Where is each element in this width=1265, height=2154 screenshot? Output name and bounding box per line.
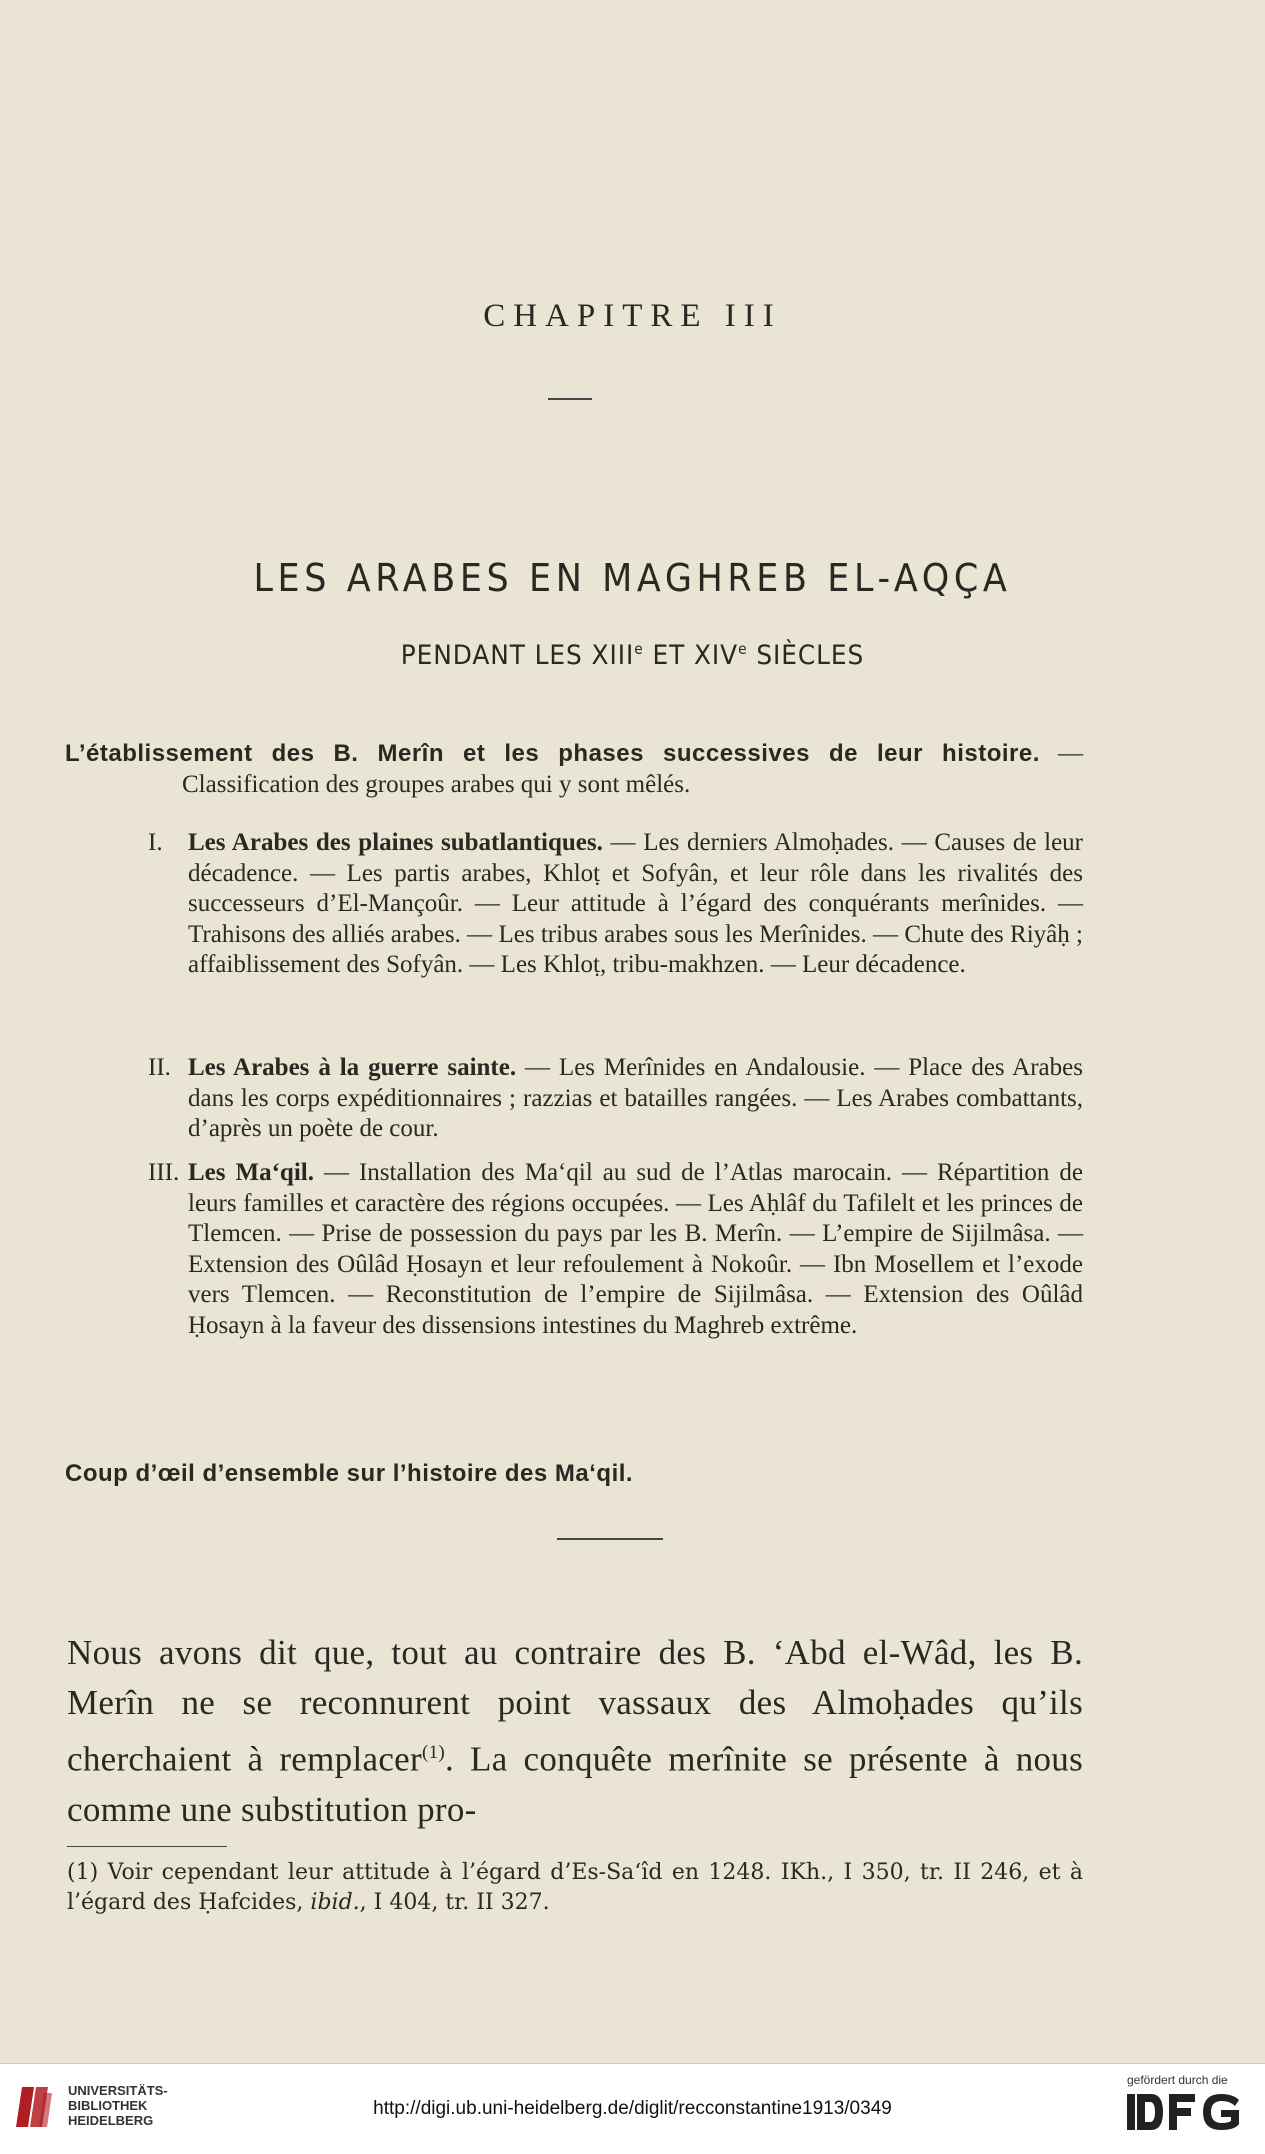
university-name: UNIVERSITÄTS- BIBLIOTHEK HEIDELBERG xyxy=(68,2083,168,2128)
section-heading: Les Arabes des plaines subatlantiques. xyxy=(188,829,603,856)
footnote-rule xyxy=(67,1846,227,1847)
dfg-funding-label: gefördert durch die xyxy=(1127,2073,1228,2087)
permalink-url[interactable]: http://digi.ub.uni-heidelberg.de/diglit/recconstantine1913/0349 xyxy=(373,2098,892,2119)
chapter-heading: CHAPITRE III xyxy=(483,298,782,334)
summary-section xyxy=(65,828,1083,981)
section-text: — Installation des Ma‘qil au sud de l’Atlas marocain. — Répartition de leurs familles et caractère des régions occupées. — Les Aḥlâf du Tafilelt et les princes de Tlemcen. — Prise de possession du pays par les B. Merîn. — L’empire de Sijilmâsa. — Extension des Oûlâd Ḥosayn et leur refoulement à Nokoûr. — Ibn Mosellem et l’exode vers Tlemcen. — Reconstitution de l’empire de Sijilmâsa. — Extension des Oûlâd Ḥosayn à la faveur des dissensions intestines du Maghreb extrême. xyxy=(188,1159,1084,1339)
summary-closing: Coup d’œil d’ensemble sur l’histoire des Ma‘qil. xyxy=(65,1460,634,1487)
chapter-subtitle: PENDANT LES XIIIe ET XIVe SIÈCLES xyxy=(400,640,865,671)
summary-section xyxy=(65,1158,1083,1341)
footnote-reference: (1) xyxy=(421,1742,446,1763)
body-paragraph: Nous avons dit que, tout au contraire des B. ‘Abd el-Wâd, les B. Merîn ne se reconnurent point vassaux des Almoḥades qu’ils cherchaient à remplacer$^{(1)}$. La conquête merînite se présente à nous comme une substitution pro- xyxy=(67,1633,1084,1829)
chapter-title: LES ARABES EN MAGHREB EL-AQÇA xyxy=(253,556,1012,600)
dfg-logo-icon xyxy=(1125,2090,1245,2135)
summary-section xyxy=(65,1053,1083,1145)
section-text: — Les derniers Almoḥades. — Causes de leur décadence. — Les partis arabes, Khloṭ et Sofyân, et leur rôle dans les rivalités des successeurs d’El-Mançoûr. — Leur attitude à l’égard des conquérants merînides. — Trahisons des alliés arabes. — Les tribus arabes sous les Merînides. — Chute des Riyâḥ ; affaiblissement des Sofyân. — Les Khloṭ, tribu-makhzen. — Leur décadence. xyxy=(188,829,1084,978)
summary-intro-text: — Classification des groupes arabes qui y sont mêlés. xyxy=(182,740,1084,798)
section-number: I. xyxy=(148,829,163,856)
summary-intro-bold: L’établissement des B. Merîn et les phases successives de leur histoire. xyxy=(65,740,1040,767)
section-number: III. xyxy=(148,1159,180,1186)
section-number: II. xyxy=(148,1054,171,1081)
divider-rule xyxy=(557,1538,663,1540)
section-heading: Les Ma‘qil. xyxy=(188,1159,314,1186)
section-heading: Les Arabes à la guerre sainte. xyxy=(188,1054,517,1081)
footnote: (1) Voir cependant leur attitude à l’égard d’Es-Sa‘îd en 1248. IKh., I 350, tr. II 246, et à l’égard des Ḥafcides, ibid., I 404, tr. II 327. xyxy=(67,1860,1083,1915)
summary-intro xyxy=(65,738,1083,800)
section-text: — Les Merînides en Andalousie. — Place des Arabes dans les corps expéditionnaires ; razzias et batailles rangées. — Les Arabes combattants, d’après un poète de cour. xyxy=(188,1054,1083,1142)
divider-rule xyxy=(548,398,592,400)
